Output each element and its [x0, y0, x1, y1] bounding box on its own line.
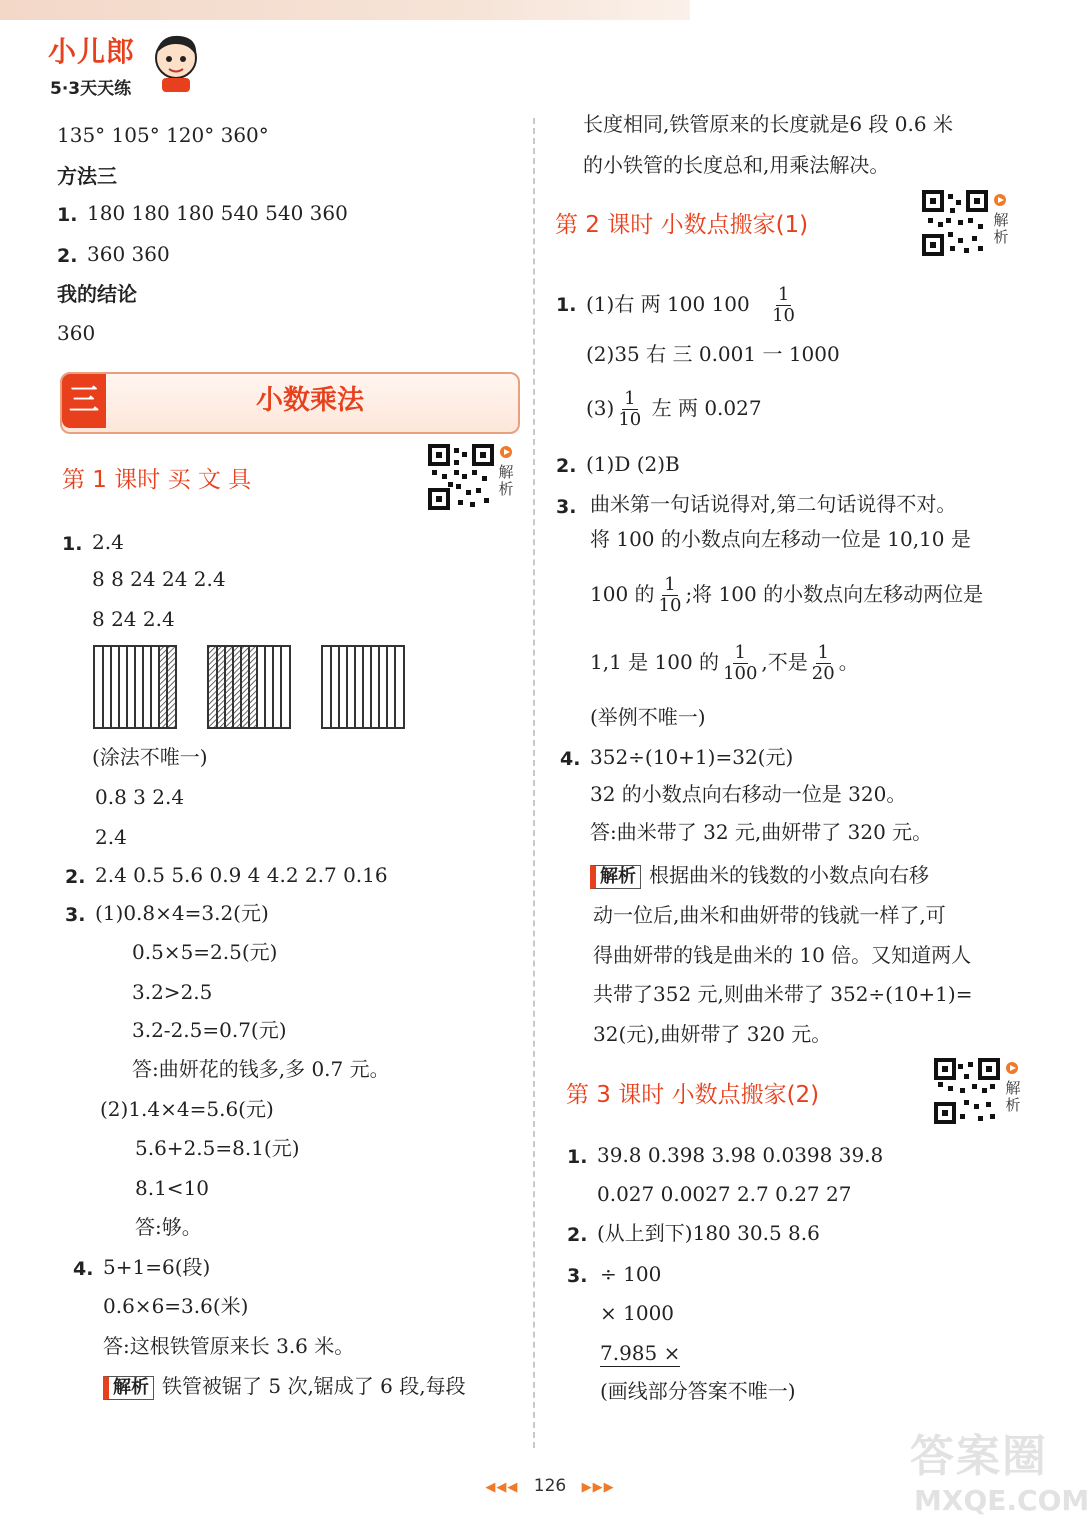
answer-line	[586, 280, 799, 328]
column-divider	[533, 118, 535, 1448]
explanation-text: 根据曲米的钱数的小数点向右移	[649, 863, 929, 887]
answer-line: 2.4	[92, 530, 124, 554]
play-icon	[500, 446, 512, 458]
note: (举例不唯一)	[590, 705, 706, 729]
fraction: $\frac{1}{100}$	[723, 642, 758, 684]
answer-line: 答:够。	[135, 1215, 202, 1239]
answer-line: 1,1 是 100 的 $\frac{1}{100}$ ,不是 $\frac{1}{20}$ 。	[590, 642, 859, 684]
answer-line: 答:这根铁管原来长 3.6 米。	[103, 1334, 355, 1358]
explanation-line: 得曲妍带的钱是曲米的 10 倍。又知道两人	[593, 943, 972, 967]
conclusion-heading: 我的结论	[57, 282, 137, 306]
answer-line: 将 100 的小数点向左移动一位是 10,10 是	[590, 527, 971, 551]
page-number: 126	[533, 1476, 567, 1496]
answer-line: 0.5×5=2.5(元)	[132, 940, 278, 964]
answer-line: 2.4	[95, 825, 127, 849]
brand-logo	[48, 30, 198, 100]
prev-arrows-icon: ◀◀◀	[485, 1480, 519, 1495]
conclusion-value: 360	[57, 321, 96, 345]
lesson-3-title: 第 3 课时 小数点搬家(2)	[566, 1082, 820, 1108]
analysis-tag: 解析	[590, 865, 641, 889]
qr-code-icon[interactable]	[934, 1058, 1000, 1124]
next-arrows-icon: ▶▶▶	[581, 1480, 615, 1495]
explanation-line: 32(元),曲妍带了 320 元。	[593, 1022, 832, 1046]
fraction: $\frac{1}{20}$	[811, 642, 835, 684]
question-number: 2.	[57, 245, 78, 267]
answer-line: × 1000	[600, 1301, 675, 1325]
brand-name: 小儿郎	[48, 35, 136, 68]
fraction: $\frac{1}{10}$	[618, 388, 642, 430]
shaded-grid-1	[93, 645, 177, 729]
answer-line: 8 24 2.4	[92, 607, 175, 631]
question-number: 1.	[556, 294, 577, 316]
analysis-label: 解析	[1005, 1079, 1021, 1114]
answer-text: (1)右 两 100 100	[586, 292, 750, 316]
unit-title: 小数乘法	[256, 385, 364, 416]
text-line: 长度相同,铁管原来的长度就是6 段 0.6 米	[583, 112, 953, 136]
note: (涂法不唯一)	[92, 745, 208, 769]
question-number: 2.	[65, 866, 86, 888]
underlined-answer: 7.985 ×	[600, 1341, 681, 1365]
answer-line: 3.2-2.5=0.7(元)	[132, 1018, 287, 1042]
answer-line: 8 8 24 24 2.4	[92, 567, 226, 591]
top-band	[0, 0, 690, 20]
answer-line: 0.8 3 2.4	[95, 785, 185, 809]
explanation-line: 共带了352 元,则曲米带了 352÷(10+1)=	[593, 982, 973, 1006]
mascot-icon	[150, 32, 202, 94]
answer-line: 2.4 0.5 5.6 0.9 4 4.2 2.7 0.16	[95, 863, 388, 887]
answer-line: (2)1.4×4=5.6(元)	[100, 1097, 274, 1121]
text-line: 的小铁管的长度总和,用乘法解决。	[583, 153, 890, 177]
answer-line: 100 的 $\frac{1}{10}$ ;将 100 的小数点向左移动两位是	[590, 574, 984, 616]
answer-line: (1)D (2)B	[586, 452, 680, 476]
answer-line: 360 360	[87, 242, 170, 266]
answer-line: 5+1=6(段)	[103, 1255, 211, 1279]
answer-line: 32 的小数点向右移动一位是 320。	[590, 782, 907, 806]
question-number: 2.	[556, 455, 577, 477]
qr-code-icon[interactable]	[922, 190, 988, 256]
answer-line: 352÷(10+1)=32(元)	[590, 745, 794, 769]
answer-line: (1)0.8×4=3.2(元)	[95, 901, 269, 925]
unit-number: 三	[62, 374, 106, 428]
note: (画线部分答案不唯一)	[600, 1379, 796, 1403]
answer-line: 8.1<10	[135, 1176, 210, 1200]
answer-line: 180 180 180 540 540 360	[87, 201, 348, 225]
question-number: 3.	[556, 496, 577, 518]
watermark	[910, 1420, 1089, 1530]
answer-line: (3) $\frac{1}{10}$ 左 两 0.027	[586, 388, 762, 430]
watermark-logo: 答案圈	[910, 1431, 1048, 1482]
play-icon	[994, 194, 1006, 206]
page-footer	[460, 1476, 640, 1496]
answer-line: 3.2>2.5	[132, 980, 213, 1004]
shaded-grid-3	[321, 645, 405, 729]
angle-values: 135° 105° 120° 360°	[57, 123, 269, 147]
method-three-heading: 方法三	[57, 164, 117, 188]
answer-line: 0.027 0.0027 2.7 0.27 27	[597, 1182, 852, 1206]
question-number: 3.	[567, 1265, 588, 1287]
answer-line: (从上到下)180 30.5 8.6	[597, 1221, 820, 1245]
lesson-1-title: 第 1 课时 买 文 具	[62, 467, 252, 493]
shaded-grid-2	[207, 645, 291, 729]
answer-line: 答:曲米带了 32 元,曲妍带了 320 元。	[590, 820, 933, 844]
question-number: 1.	[57, 204, 78, 226]
question-number: 3.	[65, 904, 86, 926]
answer-line: 曲米第一句话说得对,第二句话说得不对。	[590, 492, 957, 516]
question-number: 2.	[567, 1224, 588, 1246]
lesson-2-title: 第 2 课时 小数点搬家(1)	[555, 212, 809, 238]
play-icon	[1006, 1062, 1018, 1074]
question-number: 1.	[567, 1146, 588, 1168]
analysis-label: 解析	[498, 463, 514, 498]
answer-line: 0.6×6=3.6(米)	[103, 1294, 249, 1318]
answer-line: 答:曲妍花的钱多,多 0.7 元。	[132, 1057, 390, 1081]
answer-line: ÷ 100	[600, 1262, 662, 1286]
analysis-label: 解析	[993, 211, 1009, 246]
explanation-line	[103, 1373, 466, 1400]
brand-series: 5·3天天练	[50, 79, 132, 99]
watermark-url: MXQE.COM	[914, 1484, 1089, 1517]
answer-line: (2)35 右 三 0.001 一 1000	[586, 342, 840, 366]
question-number: 4.	[73, 1258, 94, 1280]
fraction: $\frac{1}{10}$	[658, 574, 682, 616]
explanation-line: 动一位后,曲米和曲妍带的钱就一样了,可	[593, 903, 946, 927]
qr-code-icon[interactable]	[428, 444, 494, 510]
explanation-line	[590, 862, 929, 889]
answer-line	[600, 1340, 680, 1366]
answer-line: 39.8 0.398 3.98 0.0398 39.8	[597, 1143, 884, 1167]
analysis-tag: 解析	[103, 1376, 154, 1400]
answer-line: 5.6+2.5=8.1(元)	[135, 1136, 300, 1160]
fraction: $\frac{1}{10}$	[772, 284, 796, 326]
question-number: 4.	[560, 748, 581, 770]
question-number: 1.	[62, 533, 83, 555]
explanation-text: 铁管被锯了 5 次,锯成了 6 段,每段	[162, 1374, 466, 1398]
